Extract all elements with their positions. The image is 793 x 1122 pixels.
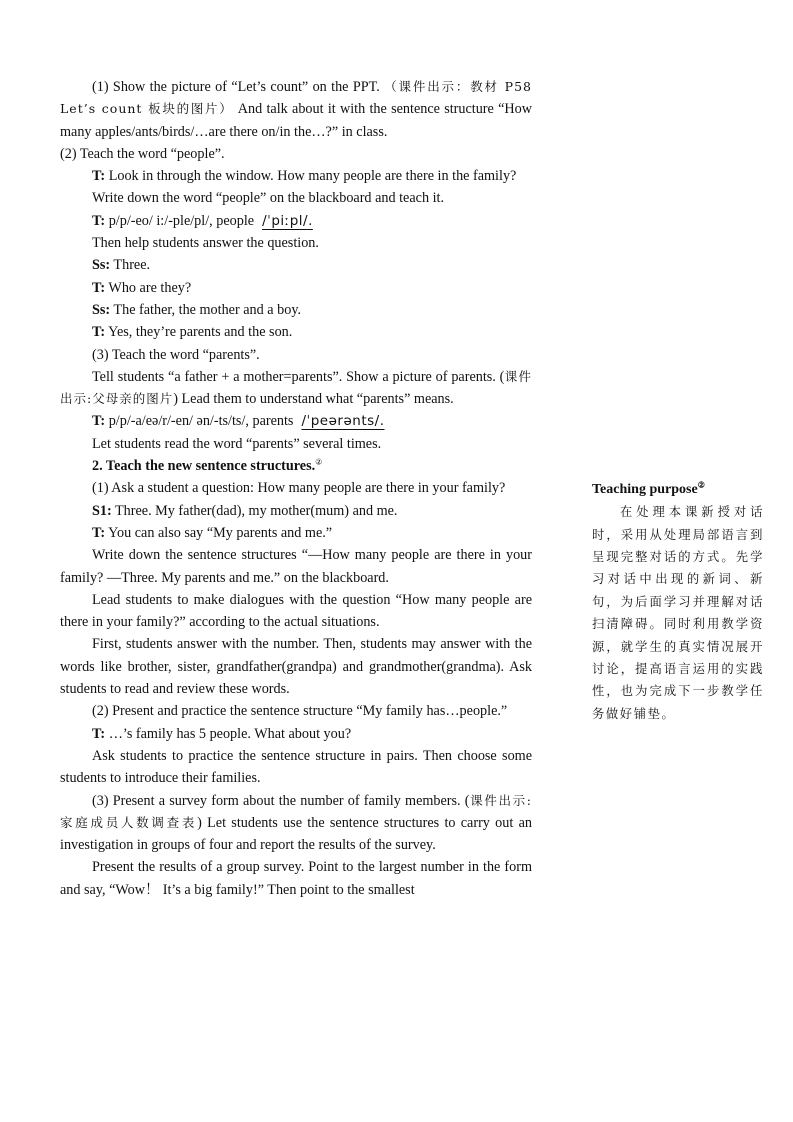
paragraph xyxy=(60,232,532,254)
paragraph xyxy=(60,477,532,499)
text: Let students read the word “parents” several times. xyxy=(92,435,382,452)
text: Tell students “a father + a mother=parents”. Show a picture of parents. ( xyxy=(92,368,505,385)
text: Then help students answer the question. xyxy=(92,235,319,252)
dialogue-line xyxy=(60,410,532,432)
text: Three. My father(dad), my mother(mum) and me. xyxy=(111,502,398,519)
text: The father, the mother and a boy. xyxy=(110,301,302,318)
dialogue-line xyxy=(60,254,532,276)
dialogue-line xyxy=(60,522,532,544)
speaker: T: xyxy=(92,168,106,185)
speaker: T: xyxy=(92,279,106,296)
teaching-purpose-sidebar xyxy=(592,479,764,725)
paragraph xyxy=(60,856,532,901)
footnote-marker: ② xyxy=(697,480,705,490)
text: And talk about it with the sentence structure “How many apples/ants/birds/…are there on/in the…?” in class. xyxy=(60,101,532,140)
paragraph xyxy=(60,366,532,411)
chinese-note: 课件出示:家庭成员人数调查表 xyxy=(60,792,533,830)
sidebar-title xyxy=(592,479,764,501)
paragraph xyxy=(60,76,532,143)
text: Write down the sentence structures “—How many people are there in your family? —Three. My parents and me.” on the blackboard. xyxy=(60,547,532,586)
paragraph xyxy=(60,187,532,209)
phonetic: /ˈpeərənts/. xyxy=(301,413,385,430)
paragraph xyxy=(60,790,532,857)
text: Who are they? xyxy=(105,279,192,296)
text: p/p/-eo/ i:/-ple/pl/, people xyxy=(105,212,255,229)
chinese-note: 课件出示:父母亲的图片 xyxy=(60,368,532,407)
paragraph xyxy=(60,633,532,700)
text: You can also say “My parents and me.” xyxy=(105,524,333,541)
section-heading xyxy=(60,455,532,477)
text: (3) Teach the word “parents”. xyxy=(92,346,260,363)
text: Look in through the window. How many people are there in the family? xyxy=(105,168,517,185)
dialogue-line xyxy=(60,165,532,187)
chinese-note: （课件出示：教材 P58 Let’s count 板块的图片） xyxy=(60,79,532,117)
text: (1) Show the picture of “Let’s count” on the PPT. xyxy=(92,79,385,95)
dialogue-line xyxy=(60,723,532,745)
dialogue-line xyxy=(60,277,532,299)
paragraph xyxy=(60,433,532,455)
text: Write down the word “people” on the blackboard and teach it. xyxy=(92,190,445,207)
sidebar-title-text: Teaching purpose xyxy=(592,482,698,497)
text: Ask students to practice the sentence structure in pairs. Then choose some students to introduce their families. xyxy=(60,747,532,787)
paragraph xyxy=(60,745,532,790)
dialogue-line xyxy=(60,299,532,321)
text: (3) Present a survey form about the number of family members. ( xyxy=(92,792,470,809)
text: …’s family has 5 people. What about you? xyxy=(105,725,352,742)
speaker: S1: xyxy=(92,502,112,519)
paragraph xyxy=(60,544,532,589)
paragraph xyxy=(60,700,532,722)
dialogue-line xyxy=(60,321,532,343)
text: Yes, they’re parents and the son. xyxy=(105,324,293,341)
phonetic: /ˈpiːpl/. xyxy=(262,212,313,229)
dialogue-line xyxy=(60,500,532,522)
speaker: T: xyxy=(92,212,106,229)
speaker: T: xyxy=(92,324,106,341)
dialogue-line xyxy=(60,210,532,232)
sidebar-body: 在处理本课新授对话时，采用从处理局部语言到呈现完整对话的方式。先学习对话中出现的新词、新句，为后面学习并理解对话扫清障碍。同时利用教学资源，就学生的真实情况展开讨论，提高语言运用的实践性，也为完成下一步教学任务做好铺垫。 xyxy=(592,505,764,721)
paragraph xyxy=(60,344,532,366)
text: Three. xyxy=(110,257,151,274)
text: Present the results of a group survey. Point to the largest number in the form and say, “Wow！ It’s a big family!” Then point to the smallest xyxy=(60,859,532,898)
text: (1) Ask a student a question: How many people are there in your family? xyxy=(92,480,506,497)
paragraph xyxy=(60,143,532,165)
paragraph xyxy=(60,589,532,634)
footnote-marker: ② xyxy=(315,457,323,467)
speaker: T: xyxy=(92,725,106,742)
text: p/p/-a/eə/r/-en/ ən/-ts/ts/, parents xyxy=(105,413,294,430)
speaker: Ss: xyxy=(92,301,111,318)
speaker: T: xyxy=(92,413,106,430)
text: First, students answer with the number. Then, students may answer with the words like brother, sister, grandfather(grandpa) and grandmother(grandma). Ask students to read and review these words. xyxy=(60,636,532,698)
text: (2) Teach the word “people”. xyxy=(60,145,225,162)
main-column xyxy=(60,76,532,901)
heading-text: 2. Teach the new sentence structures. xyxy=(92,458,316,475)
speaker: T: xyxy=(92,524,106,541)
text: ) Let students use the sentence structures to carry out an investigation in groups of four and report the results of the survey. xyxy=(60,814,532,854)
speaker: Ss: xyxy=(92,257,111,274)
text: Lead students to make dialogues with the question “How many people are there in your family?” according to the actual situations. xyxy=(60,591,532,631)
text: ) Lead them to understand what “parents” means. xyxy=(173,391,454,408)
text: (2) Present and practice the sentence structure “My family has…people.” xyxy=(92,703,508,720)
